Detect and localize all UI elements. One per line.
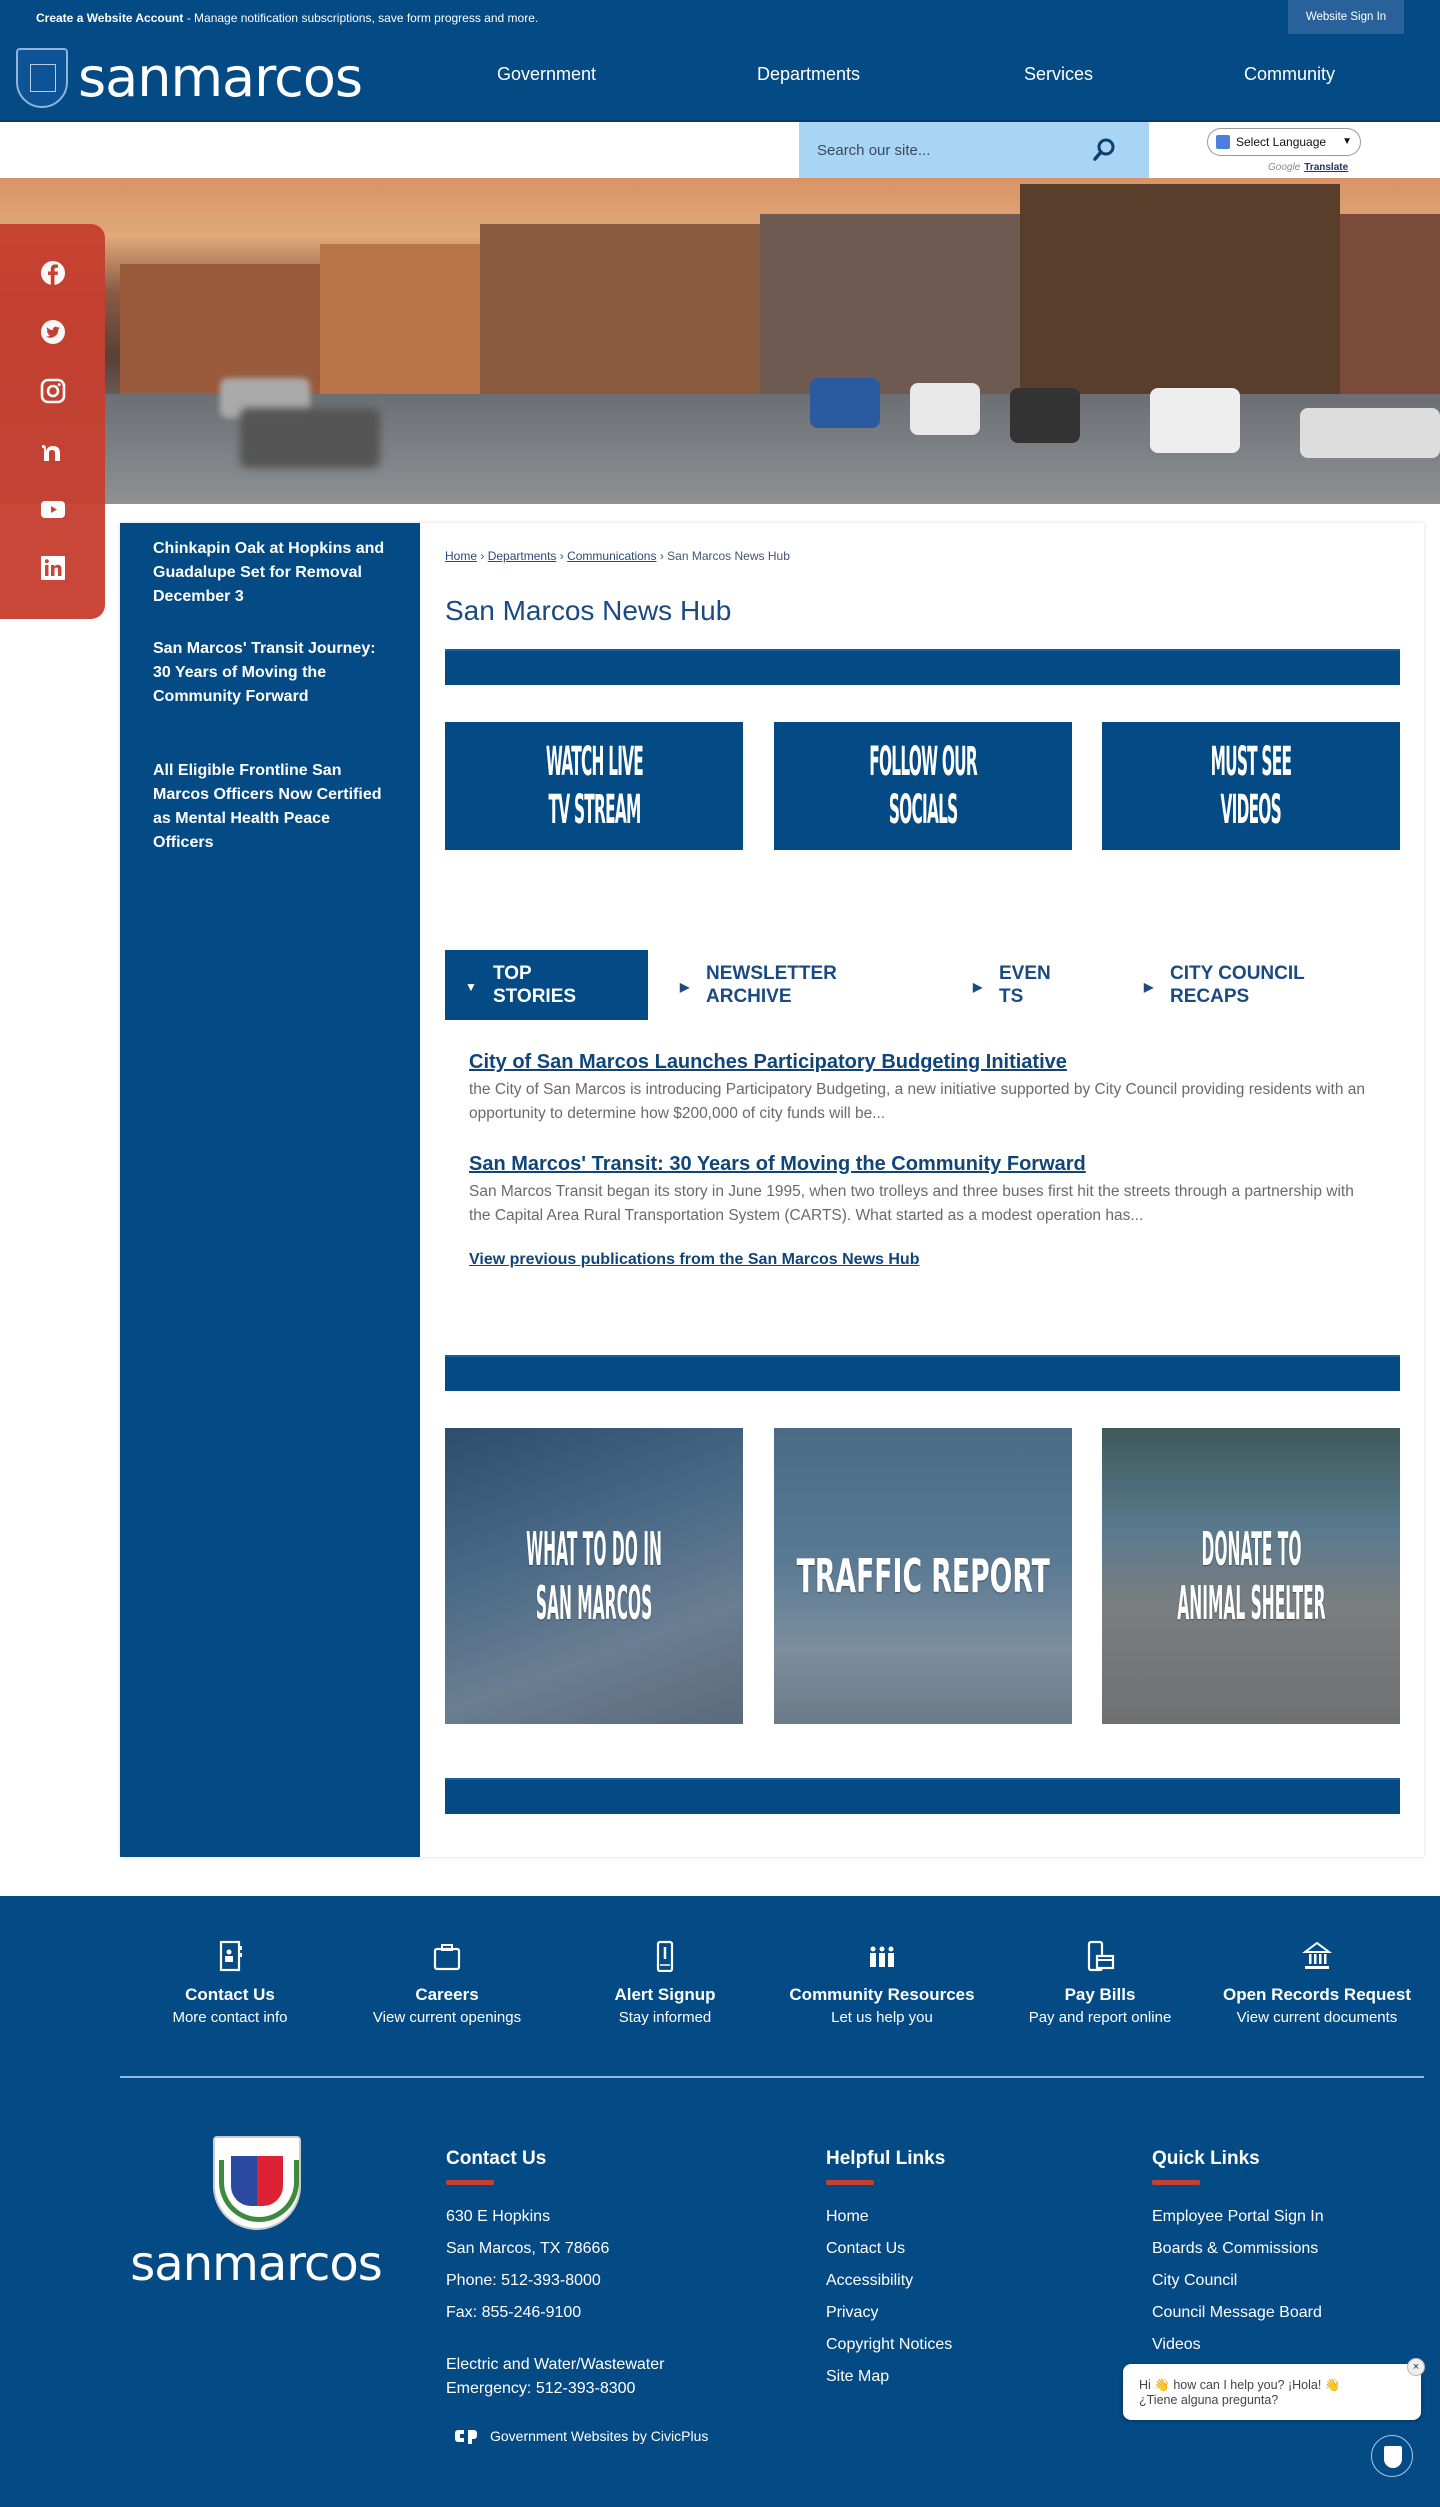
hero-car xyxy=(1300,408,1440,458)
search-box xyxy=(799,122,1149,178)
sidebar-news-item[interactable]: San Marcos' Transit Journey: 30 Years of Moving the Community Forward xyxy=(153,640,376,705)
photo-tile-line: TRAFFIC REPORT xyxy=(796,1549,1050,1603)
quick-link-title: Alert Signup xyxy=(614,1985,716,2004)
site-header xyxy=(0,36,1440,122)
donate-animal-shelter-tile[interactable] xyxy=(1102,1428,1400,1724)
story-summary: San Marcos Transit began its story in June 1995, when two trolleys and three buses first hit the streets through a partnership with the Capital Area Rural Transportation System (CARTS). What started as a modest operation has... xyxy=(469,1183,1354,1224)
hero-building xyxy=(1020,184,1340,414)
tile-line: MUST SEE xyxy=(1210,739,1292,785)
nextdoor-icon[interactable] xyxy=(40,437,66,463)
instagram-icon[interactable] xyxy=(40,378,66,404)
tile-line: SOCIALS xyxy=(888,787,958,833)
story-title-link[interactable]: San Marcos' Transit: 30 Years of Moving the Community Forward xyxy=(469,1153,1086,1175)
city-seal-icon xyxy=(16,48,68,108)
account-description: - Manage notification subscriptions, save form progress and more. xyxy=(183,11,539,25)
tab-label: RECAPS xyxy=(1170,986,1250,1007)
breadcrumb-home[interactable]: Home xyxy=(445,549,478,563)
photo-tile-line: ANIMAL SHELTER xyxy=(1176,1576,1326,1630)
quick-link-pay-bills[interactable] xyxy=(1000,1940,1200,2026)
language-select-label: Select Language xyxy=(1236,135,1327,149)
tab-label: EVEN xyxy=(999,963,1051,984)
tab-label: CITY COUNCIL xyxy=(1170,963,1305,984)
google-label: Google xyxy=(1268,162,1301,173)
heading-underline xyxy=(1152,2180,1200,2185)
traffic-report-tile[interactable] xyxy=(774,1428,1072,1724)
nav-services[interactable]: Services xyxy=(1024,64,1094,84)
story-item xyxy=(469,1153,1379,1228)
account-promo xyxy=(36,11,538,25)
google-translate-credit xyxy=(1268,162,1348,173)
quick-link-open-records[interactable] xyxy=(1217,1940,1417,2026)
breadcrumb-separator: › xyxy=(480,549,485,563)
hero-car xyxy=(1150,388,1240,453)
emergency-line: Electric and Water/Wastewater xyxy=(446,2356,665,2373)
create-account-link[interactable]: Create a Website Account xyxy=(36,11,184,25)
footer-link-videos[interactable]: Videos xyxy=(1152,2336,1201,2353)
tab-top-stories[interactable] xyxy=(445,950,648,1020)
chat-popup[interactable] xyxy=(1123,2361,1421,2420)
nav-government[interactable]: Government xyxy=(497,64,597,84)
breadcrumb-communications[interactable]: Communications xyxy=(567,549,657,563)
story-item xyxy=(469,1051,1379,1126)
quick-link-subtitle: Pay and report online xyxy=(1028,2009,1172,2026)
briefcase-icon xyxy=(432,1940,462,1972)
quick-link-subtitle: View current openings xyxy=(372,2009,522,2026)
building-icon xyxy=(1302,1940,1332,1972)
follow-socials-tile[interactable] xyxy=(774,722,1072,850)
page-title: San Marcos News Hub xyxy=(445,595,732,626)
contact-book-icon xyxy=(215,1940,245,1972)
nav-community[interactable]: Community xyxy=(1244,64,1336,84)
tile-line: VIDEOS xyxy=(1220,787,1282,833)
photo-tile-line: SAN MARCOS xyxy=(535,1576,653,1630)
quick-link-subtitle: View current documents xyxy=(1236,2009,1398,2026)
footer-link-privacy[interactable]: Privacy xyxy=(826,2304,879,2321)
hero-car xyxy=(1010,388,1080,443)
footer-link-employee-portal[interactable]: Employee Portal Sign In xyxy=(1152,2208,1324,2225)
logo-wordmark: sanmarcos xyxy=(78,46,363,109)
quick-link-title: Community Resources xyxy=(789,1985,975,2004)
heading-underline xyxy=(826,2180,874,2185)
people-icon xyxy=(867,1940,897,1972)
quick-links-heading: Quick Links xyxy=(1152,2148,1260,2169)
emergency-line: Emergency: 512-393-8300 xyxy=(446,2380,636,2397)
photo-tile-line: DONATE TO xyxy=(1201,1522,1301,1576)
watch-live-tile[interactable] xyxy=(445,722,743,850)
quick-link-alert-signup[interactable] xyxy=(565,1940,765,2026)
hero-building xyxy=(320,244,480,414)
quick-link-title: Open Records Request xyxy=(1223,1985,1411,2004)
photo-tile-line: WHAT TO DO IN xyxy=(526,1522,662,1576)
divider-bar xyxy=(445,1355,1400,1391)
tab-events[interactable] xyxy=(973,950,1051,1020)
facebook-icon[interactable] xyxy=(40,260,66,286)
divider-bar xyxy=(445,649,1400,685)
footer-link-contact-us[interactable]: Contact Us xyxy=(826,2240,906,2257)
tab-label: TOP xyxy=(493,963,532,984)
footer-link-message-board[interactable]: Council Message Board xyxy=(1152,2304,1322,2321)
quick-link-subtitle: Let us help you xyxy=(831,2009,933,2026)
hero-car xyxy=(240,408,380,468)
footer-link-copyright[interactable]: Copyright Notices xyxy=(826,2336,953,2353)
hero-image xyxy=(0,178,1440,504)
payment-icon xyxy=(1085,1940,1115,1972)
what-to-do-tile[interactable] xyxy=(445,1428,743,1724)
chat-greeting: Hi 👋 how can I help you? ¡Hola! 👋 xyxy=(1139,2378,1341,2392)
news-tabs xyxy=(445,950,1400,1020)
caret-right-icon: ▶ xyxy=(973,980,983,994)
tab-label: NEWSLETTER xyxy=(706,963,837,984)
city-seal-icon xyxy=(213,2136,301,2230)
quick-link-community-resources[interactable] xyxy=(782,1940,982,2026)
translate-link[interactable]: Translate xyxy=(1304,162,1349,173)
tile-line: FOLLOW OUR xyxy=(869,739,977,785)
breadcrumb-separator: › xyxy=(659,549,664,563)
caret-down-icon: ▼ xyxy=(465,980,477,994)
sidebar-news-item[interactable]: Chinkapin Oak at Hopkins and Guadalupe Set for Removal December 3 xyxy=(153,540,385,605)
footer-link-home[interactable]: Home xyxy=(826,2208,869,2225)
main-container xyxy=(120,523,1424,1857)
heading-underline xyxy=(446,2180,494,2185)
website-sign-in-button[interactable]: Website Sign In xyxy=(1288,0,1404,34)
sidebar-news-item[interactable]: All Eligible Frontline San Marcos Officers Now Certified as Mental Health Peace Officers xyxy=(153,762,382,851)
footer-contact-heading: Contact Us xyxy=(446,2148,547,2169)
quick-link-title: Contact Us xyxy=(185,1985,275,2004)
caret-right-icon: ▶ xyxy=(680,980,690,994)
footer-link-accessibility[interactable]: Accessibility xyxy=(826,2272,914,2289)
chat-greeting-es: ¿Tiene alguna pregunta? xyxy=(1139,2393,1279,2407)
city-seal-icon xyxy=(1384,2446,1402,2468)
hero-car xyxy=(810,378,880,428)
civicplus-label: Government Websites by CivicPlus xyxy=(490,2428,709,2444)
phone-alert-icon xyxy=(650,1940,680,1972)
quick-link-title: Pay Bills xyxy=(1064,1985,1136,2004)
tile-line: WATCH LIVE xyxy=(545,739,643,785)
story-summary: the City of San Marcos is introducing Participatory Budgeting, a new initiative supported by City Council providing residents with an opportunity to determine how $200,000 of city funds will be... xyxy=(469,1081,1366,1122)
footer-link-boards[interactable]: Boards & Commissions xyxy=(1152,2240,1319,2257)
helpful-links-heading: Helpful Links xyxy=(826,2148,946,2169)
tab-label: TS xyxy=(999,986,1024,1007)
breadcrumb-separator: › xyxy=(559,549,564,563)
linkedin-icon[interactable] xyxy=(40,555,66,581)
footer-divider xyxy=(120,2076,1424,2078)
chevron-down-icon: ▼ xyxy=(1342,136,1352,147)
footer-link-site-map[interactable]: Site Map xyxy=(826,2368,890,2385)
close-icon[interactable]: × xyxy=(1407,2358,1425,2376)
tile-line: TV STREAM xyxy=(548,787,640,833)
hero-building xyxy=(1340,214,1440,414)
breadcrumb-departments[interactable]: Departments xyxy=(487,549,557,563)
chat-launcher-button[interactable] xyxy=(1371,2435,1413,2477)
youtube-icon[interactable] xyxy=(40,496,66,522)
search-input[interactable] xyxy=(817,138,1077,162)
quick-link-subtitle: More contact info xyxy=(172,2009,288,2026)
quick-link-title: Careers xyxy=(415,1985,479,2004)
language-select[interactable] xyxy=(1207,128,1361,156)
quick-link-careers[interactable] xyxy=(347,1940,547,2026)
nav-departments[interactable]: Departments xyxy=(757,64,861,84)
search-icon[interactable] xyxy=(1091,137,1117,163)
news-sidebar xyxy=(120,523,420,1857)
address-line: San Marcos, TX 78666 xyxy=(446,2240,610,2257)
footer-contact-column xyxy=(446,2148,664,2401)
divider-bar xyxy=(445,1778,1400,1814)
hero-building xyxy=(760,214,1020,414)
civicplus-icon xyxy=(454,2428,478,2444)
quick-link-contact-us[interactable] xyxy=(130,1940,330,2026)
quick-link-subtitle: Stay informed xyxy=(618,2009,712,2026)
tab-city-council-recaps[interactable] xyxy=(1144,950,1305,1020)
breadcrumb-current: San Marcos News Hub xyxy=(667,549,790,563)
footer-logo-wordmark: sanmarcos xyxy=(130,2236,382,2292)
fax-number: Fax: 855-246-9100 xyxy=(446,2304,582,2321)
hero-building xyxy=(480,224,760,414)
hero-car xyxy=(910,383,980,435)
tab-newsletter-archive[interactable] xyxy=(680,950,837,1020)
tab-label: STORIES xyxy=(493,986,577,1007)
phone-number: Phone: 512-393-8000 xyxy=(446,2272,601,2289)
footer-quick-links xyxy=(1152,2148,1324,2361)
story-title-link[interactable]: City of San Marcos Launches Participatory Budgeting Initiative xyxy=(469,1051,1067,1073)
google-translate-icon xyxy=(1216,135,1230,149)
social-bar xyxy=(0,224,105,619)
twitter-icon[interactable] xyxy=(40,319,66,345)
top-bar xyxy=(0,0,1440,36)
view-previous-link[interactable]: View previous publications from the San Marcos News Hub xyxy=(469,1251,920,1268)
breadcrumb xyxy=(445,549,790,563)
must-see-videos-tile[interactable] xyxy=(1102,722,1400,850)
caret-right-icon: ▶ xyxy=(1144,980,1154,994)
footer-helpful-links xyxy=(826,2148,952,2393)
civicplus-credit[interactable] xyxy=(454,2428,708,2444)
address-line: 630 E Hopkins xyxy=(446,2208,551,2225)
home-logo-link[interactable] xyxy=(16,48,362,108)
tab-label: ARCHIVE xyxy=(706,986,792,1007)
footer-link-city-council[interactable]: City Council xyxy=(1152,2272,1238,2289)
